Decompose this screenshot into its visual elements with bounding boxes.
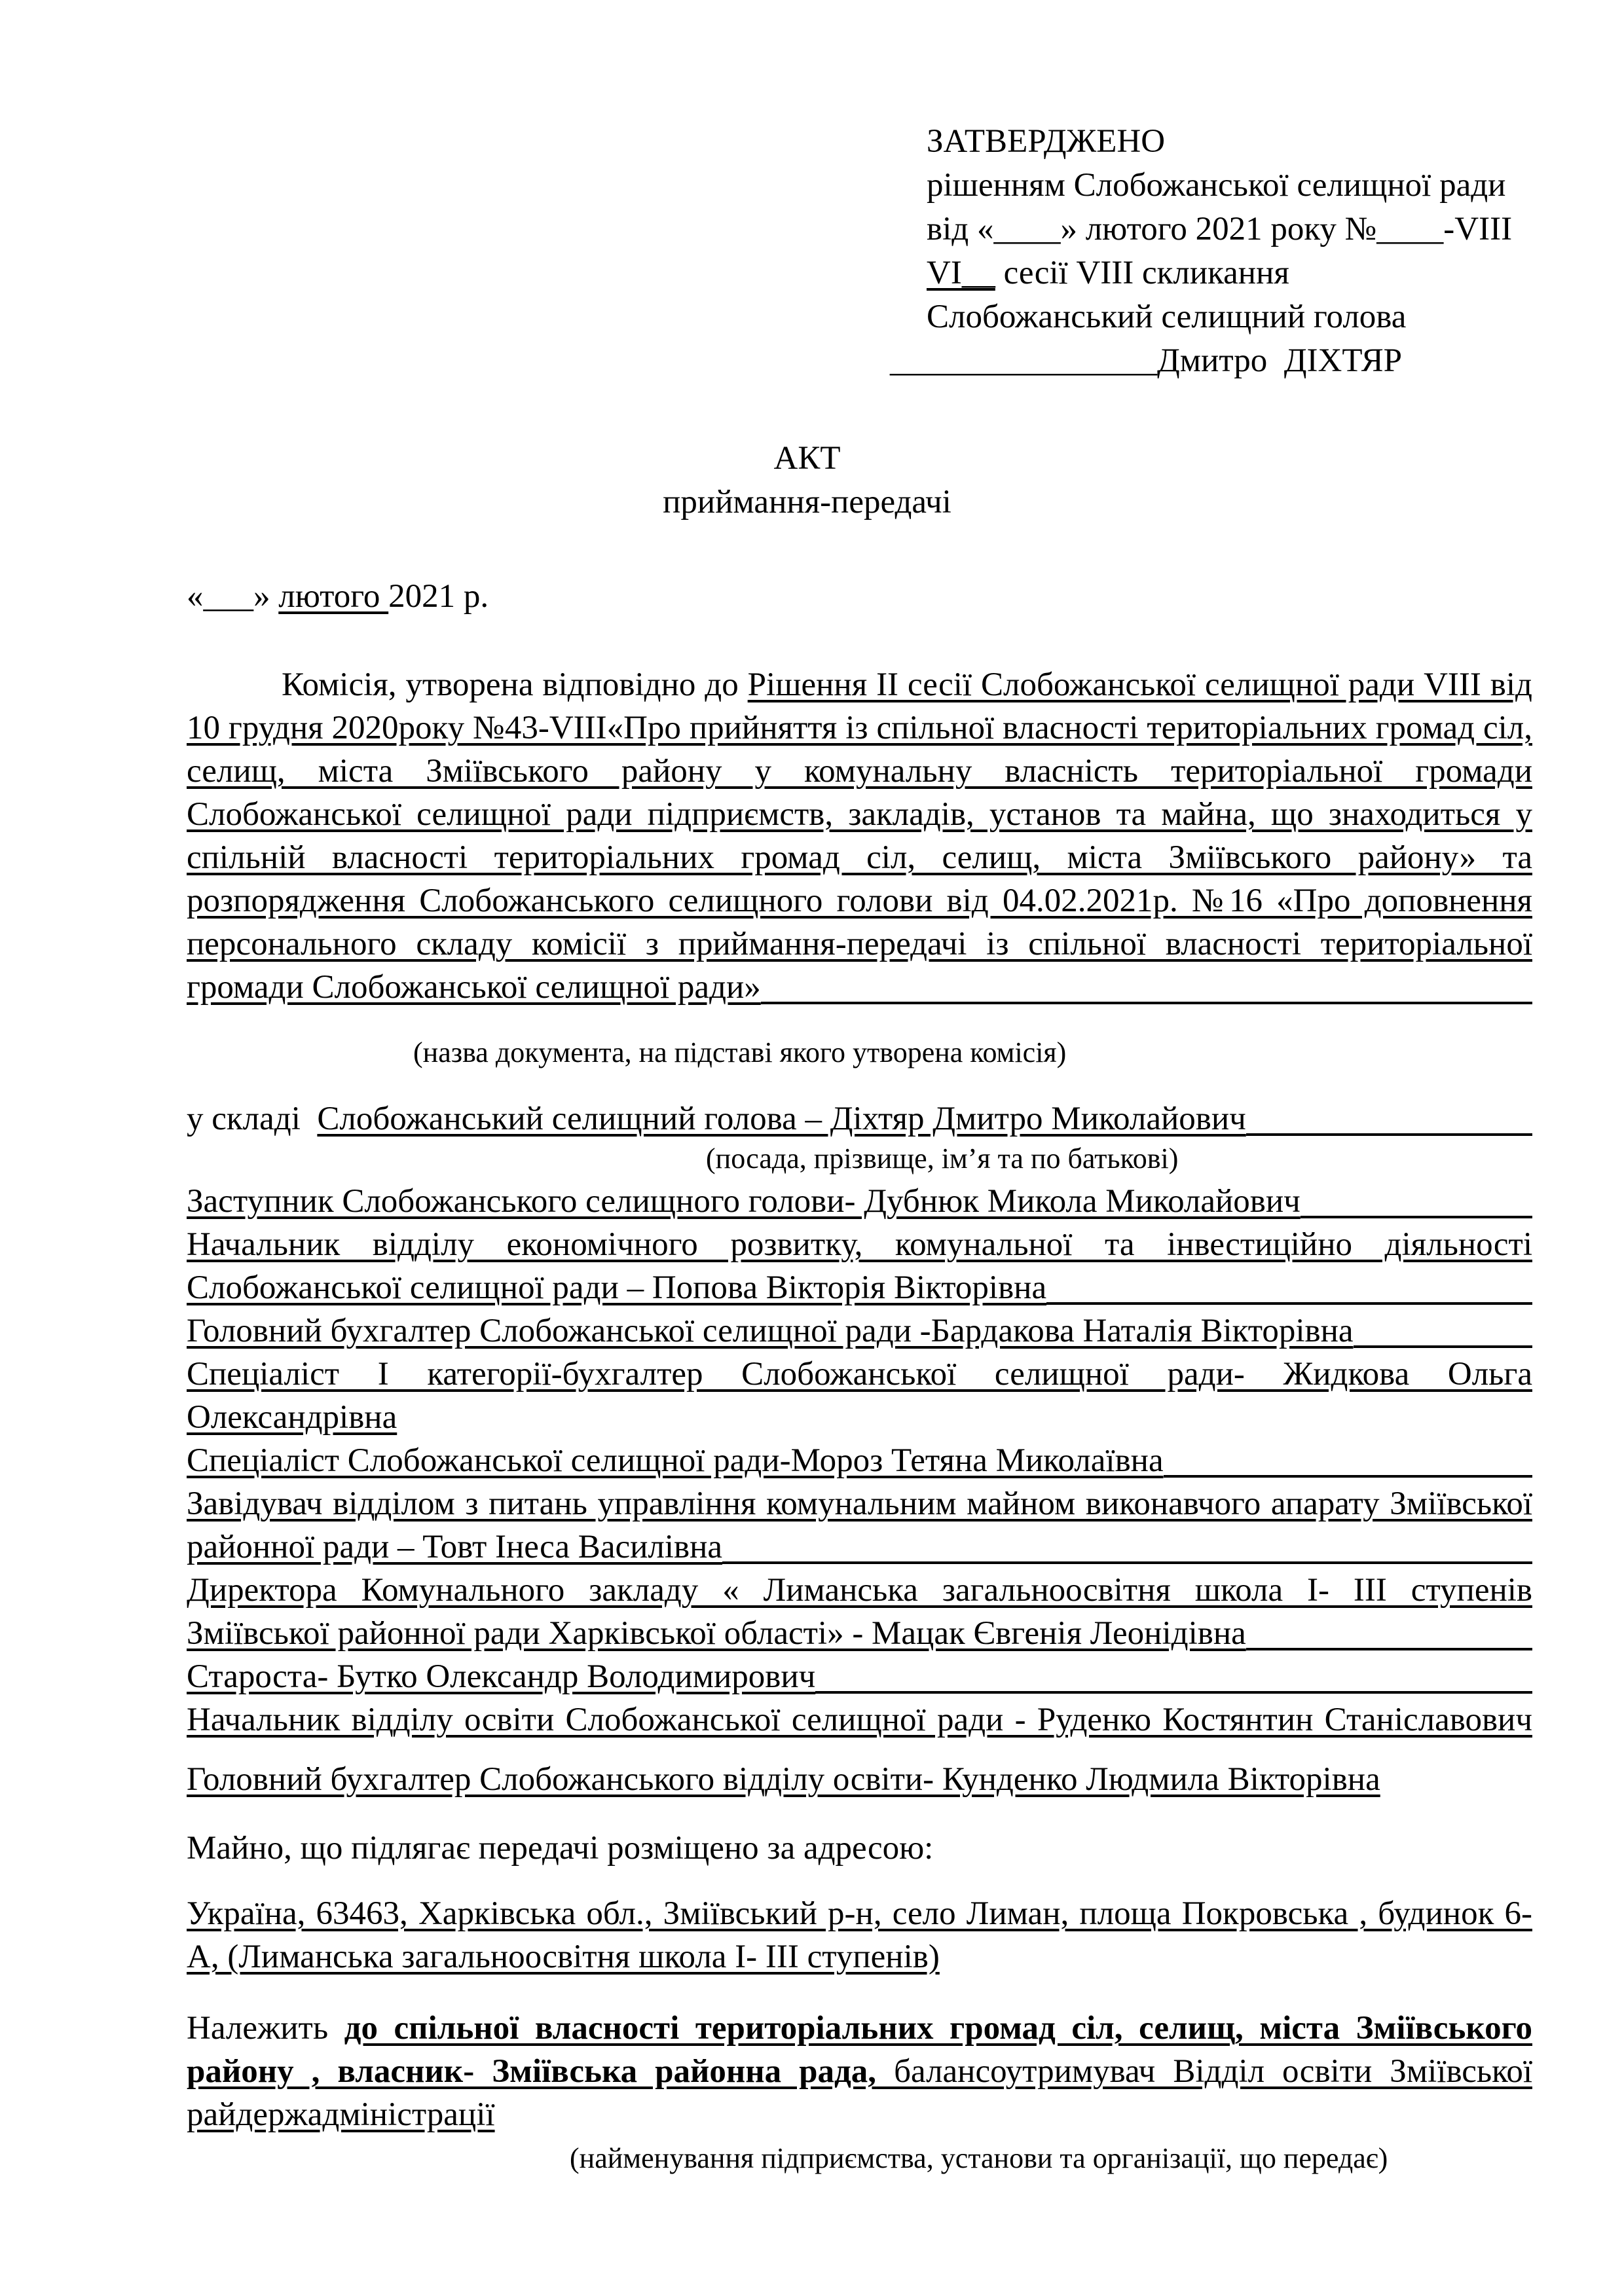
doc-line: [187, 836, 1532, 879]
doc-line: [187, 1266, 1532, 1309]
text-segment: Рішення II сесії Слобожанської селищної ради VIII від: [747, 666, 1532, 703]
doc-line: [187, 1935, 1532, 1978]
text-segment: Директора Комунального закладу « Лиманська загальноосвітня школа I- III ступенів: [187, 1572, 1532, 1609]
text-segment: VI__: [927, 255, 995, 291]
text-segment: розпорядження Слобожанського селищного голови від 04.02.2021р. №16 «Про доповнення: [187, 883, 1532, 919]
property-address: [187, 1892, 1532, 1978]
text-segment: балансоутримувач Відділ освіти Зміївської: [876, 2053, 1532, 2090]
underline-filler: [1246, 1097, 1532, 1140]
text-segment: А, (Лиманська загальноосвітня школа I- III ступенів): [187, 1939, 940, 1975]
underline-filler: [815, 1655, 1532, 1698]
text-segment: району , власник- Зміївська районна рада,: [187, 2053, 877, 2090]
title-line-subtitle: приймання-передачі: [663, 484, 951, 520]
property-location-intro: Майно, що підлягає передачі розміщено за адресою:: [187, 1830, 934, 1867]
doc-line: [187, 575, 1532, 618]
doc-line: [187, 966, 1532, 1009]
text-segment: лютого: [278, 578, 389, 615]
underline-filler: [722, 1525, 1532, 1569]
text-segment: Слобожанської селищної ради підприємств, закладів, установ та майна, що знаходиться у: [187, 796, 1532, 833]
ownership-statement: [187, 2007, 1532, 2136]
doc-line: [187, 1180, 1532, 1223]
doc-line: [187, 2007, 1532, 2050]
commission-paragraph: [187, 663, 1532, 1009]
doc-line: [187, 879, 1532, 922]
underline-filler: [1164, 1439, 1532, 1482]
text-segment: Слобожанський селищний голова – Діхтяр Дмитро Миколайович: [317, 1101, 1246, 1137]
text-segment: Староста- Бутко Олександр Володимирович: [187, 1658, 816, 1695]
text-segment: Начальник відділу освіти Слобожанської селищної ради - Руденко Костянтин Станіславович: [187, 1702, 1532, 1738]
text-segment: Зміївської районної ради Харківської області» - Мацак Євгенія Леонідівна: [187, 1615, 1246, 1652]
text-segment: Начальник відділу економічного розвитку, комунальної та інвестиційно діяльності: [187, 1226, 1532, 1263]
approval-block: [890, 120, 1532, 383]
doc-line: [187, 1396, 1532, 1439]
doc-line: [187, 1892, 1532, 1935]
doc-line: [187, 1698, 1532, 1741]
text-segment: Спеціаліст Слобожанської селищної ради-Мороз Тетяна Миколаївна: [187, 1442, 1164, 1479]
text-segment: Заступник Слобожанського селищного голови- Дубнюк Микола Миколайович: [187, 1183, 1301, 1220]
text-segment: Слобожанської селищної ради – Попова Вікторія Вікторівна: [187, 1269, 1047, 1306]
doc-line: [187, 2093, 1532, 2136]
doc-line: [187, 1758, 1532, 1801]
text-segment: сесії VIII скликання: [995, 255, 1289, 291]
text-segment: Спеціаліст I категорії-бухгалтер Слобожанської селищної ради- Жидкова Ольга: [187, 1356, 1532, 1393]
underline-filler: [1046, 1266, 1532, 1309]
doc-line: [187, 750, 1532, 793]
text-segment: райдержадміністрації: [187, 2096, 495, 2133]
underline-filler: [1354, 1309, 1532, 1353]
caption-position-name: (посада, прізвище, ім’я та по батькові): [706, 1142, 1179, 1175]
doc-line: [187, 1612, 1532, 1655]
text-segment: Комісія, утворена відповідно до: [282, 666, 748, 703]
text-segment: Завідувач відділом з питань управління комунальним майном виконавчого апарату Зміївської: [187, 1485, 1532, 1522]
doc-line: [187, 1439, 1532, 1482]
doc-line: [927, 208, 1532, 251]
underline-filler: [1246, 1612, 1532, 1655]
text-segment: спільній власності територіальних громад сіл, селищ, міста Зміївського району» та: [187, 839, 1532, 876]
doc-line: [187, 1482, 1532, 1525]
doc-line: [187, 922, 1532, 966]
doc-line: [187, 1097, 1532, 1140]
text-segment: персонального складу комісії з приймання-передачі із спільної власності територіальної: [187, 926, 1532, 962]
text-segment: Україна, 63463, Харківська обл., Зміївський р-н, село Лиман, площа Покровська , будинок 6-: [187, 1895, 1532, 1932]
text-segment: у складі: [187, 1101, 318, 1137]
caption-transferor: (найменування підприємства, установи та організації, що передає): [570, 2142, 1388, 2174]
text-segment: ЗАТВЕРДЖЕНО: [927, 123, 1166, 160]
doc-line: [187, 706, 1532, 750]
text-segment: рішенням Слобожанської селищної ради: [927, 167, 1506, 204]
text-segment: до спільної власності територіальних громад сіл, селищ, міста Зміївського: [344, 2010, 1533, 2047]
doc-line: [187, 2050, 1532, 2093]
text-segment: Слобожанський селищний голова: [927, 299, 1407, 335]
text-segment: від «____» лютого 2021 року №____-VIII: [927, 211, 1513, 247]
text-segment: Головний бухгалтер Слобожанської селищної ради -Бардакова Наталія Вікторівна: [187, 1313, 1354, 1349]
text-segment: Олександрівна: [187, 1399, 397, 1436]
text-segment: «___»: [187, 578, 279, 615]
underline-filler: [1301, 1180, 1532, 1223]
doc-line: [927, 164, 1532, 208]
text-segment: ________________Дмитро ДІХТЯР: [890, 342, 1402, 379]
composition-line: [187, 1097, 1532, 1140]
underline-filler: [761, 966, 1532, 1009]
title-line-act: АКТ: [773, 440, 841, 477]
date-line: [187, 575, 1532, 618]
text-segment: Належить: [187, 2010, 344, 2047]
text-segment: районної ради – Товт Інеса Василівна: [187, 1529, 723, 1565]
doc-line: [927, 251, 1532, 295]
doc-line: [187, 1309, 1532, 1353]
doc-line: [187, 1353, 1532, 1396]
doc-line: [187, 1223, 1532, 1266]
commission-members-list: [187, 1180, 1532, 1801]
text-segment: 10 грудня 2020року №43-VIII«Про прийняття із спільної власності територіальних громад сіл,: [187, 710, 1532, 746]
doc-line: [927, 120, 1532, 164]
doc-line: [187, 793, 1532, 836]
doc-line: [927, 295, 1532, 339]
text-segment: 2021 р.: [388, 578, 489, 615]
doc-line: [187, 663, 1532, 706]
doc-line: [890, 339, 1532, 383]
document-title: [187, 437, 1532, 524]
doc-line: [187, 1525, 1532, 1569]
doc-line: [187, 1569, 1532, 1612]
doc-line: [187, 1655, 1532, 1698]
caption-document-basis: (назва документа, на підставі якого утворена комісія): [413, 1036, 1067, 1068]
text-segment: Головний бухгалтер Слобожанського відділу освіти- Кунденко Людмила Вікторівна: [187, 1761, 1380, 1798]
text-segment: селищ, міста Зміївського району у комунальну власність територіальної громади: [187, 753, 1532, 790]
text-segment: громади Слобожанської селищної ради»: [187, 969, 761, 1006]
